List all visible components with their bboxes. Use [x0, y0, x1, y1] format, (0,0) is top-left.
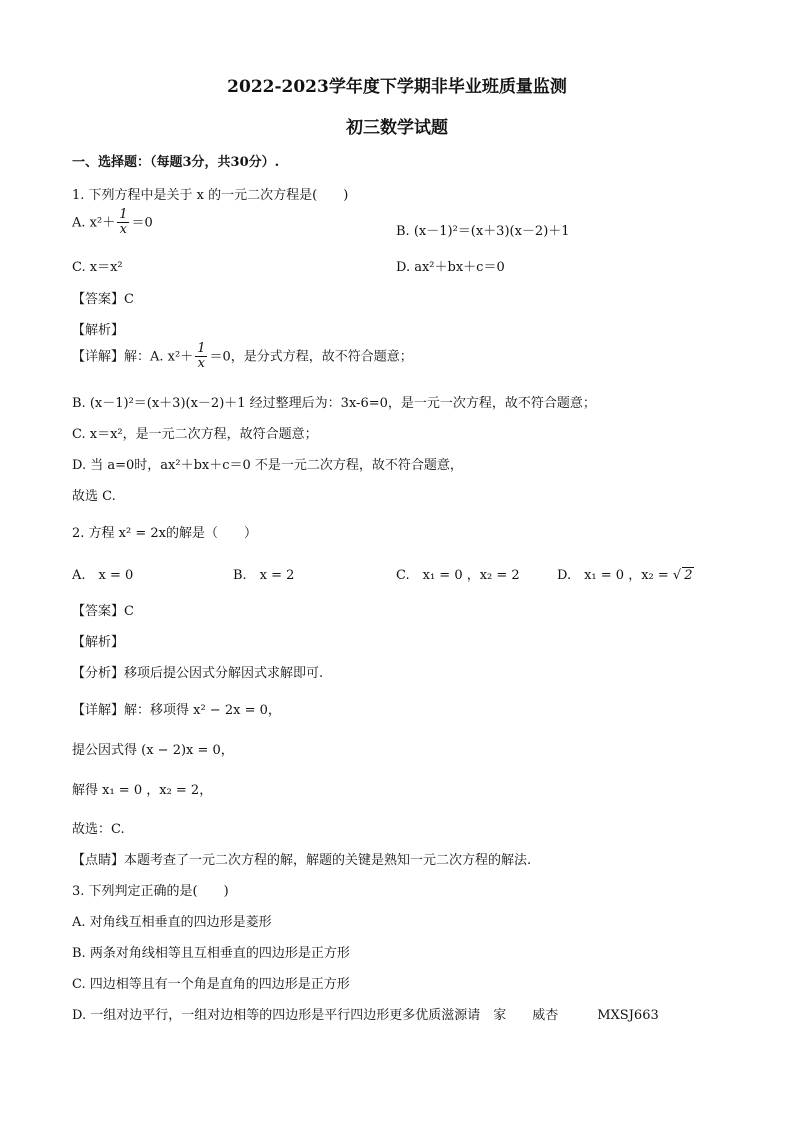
q2-detail-line2: 提公因式得 (x − 2)x = 0， — [72, 743, 234, 758]
q1-detail-line2: B. (x－1)²＝(x＋3)(x－2)＋1 经过整理后为：3x-6=0，是一元一次方程，故不符合题意； — [72, 396, 596, 411]
q3-option-a: A. 对角线互相垂直的四边形是菱形 — [72, 915, 272, 930]
q2-conclusion: 故选：C. — [72, 822, 125, 837]
q2-option-b: B. x = 2 — [233, 568, 295, 583]
q1-detail-line1: 【详解】解：A. x²＋ $\frac{1}{x}$ ＝0，是分式方程，故不符合题意； — [72, 341, 413, 372]
q1-conclusion: 故选 C. — [72, 489, 116, 504]
q1-detail-line4: D. 当 a=0时，ax²＋bx＋c＝0 不是一元二次方程，故不符合题意， — [72, 458, 463, 473]
q2-option-c: C. x₁ = 0 ，x₂ = 2 — [396, 568, 520, 583]
doc-title: 2022-2023学年度下学期非毕业班质量监测 — [227, 77, 567, 97]
section-heading: 一、选择题：（每题3分，共30分）. — [72, 155, 280, 170]
q2-comment: 【点睛】本题考查了一元二次方程的解，解题的关键是熟知一元二次方程的解法. — [72, 853, 532, 868]
q1-option-c: C. x＝x² — [72, 260, 123, 275]
q1-option-a: A. x²＋ $\frac{1}{x}$ ＝0 — [72, 207, 153, 238]
q2-stem: 2. 方程 x² = 2x的解是（ ） — [72, 526, 257, 541]
q2-option-d: D. x₁ = 0 ，x₂ = √ 2 — [557, 568, 693, 583]
q1-detail-line3: C. x＝x²，是一元二次方程，故符合题意； — [72, 427, 318, 442]
q1-option-b: B. (x－1)²＝(x＋3)(x－2)＋1 — [396, 224, 570, 239]
q2-option-a: A. x = 0 — [72, 568, 134, 583]
q3-option-d: D. 一组对边平行，一组对边相等的四边形是平行四边形更多优质滋源请 家 威杏 MXSJ663 — [72, 1008, 659, 1023]
q3-option-c: C. 四边相等且有一个角是直角的四边形是正方形 — [72, 977, 350, 992]
q2-analyze: 【分析】移项后提公因式分解因式求解即可. — [72, 666, 324, 681]
q1-answer: 【答案】C — [72, 292, 134, 307]
q2-detail-line1: 【详解】解：移项得 x² − 2x = 0， — [72, 703, 281, 718]
q1-analysis-label: 【解析】 — [72, 323, 125, 338]
q1-stem: 1. 下列方程中是关于 x 的一元二次方程是( ) — [72, 188, 349, 203]
q2-answer: 【答案】C — [72, 604, 134, 619]
q2-analysis-label: 【解析】 — [72, 635, 125, 650]
q3-stem: 3. 下列判定正确的是( ) — [72, 884, 229, 899]
q2-detail-line3: 解得 x₁ = 0 ，x₂ = 2， — [72, 783, 213, 798]
doc-subtitle: 初三数学试题 — [346, 118, 448, 138]
q3-option-b: B. 两条对角线相等且互相垂直的四边形是正方形 — [72, 946, 350, 961]
watermark-text: 更多优质滋源请 家 威杏 MXSJ663 — [389, 1008, 659, 1023]
q1-option-d: D. ax²＋bx＋c＝0 — [396, 260, 505, 275]
